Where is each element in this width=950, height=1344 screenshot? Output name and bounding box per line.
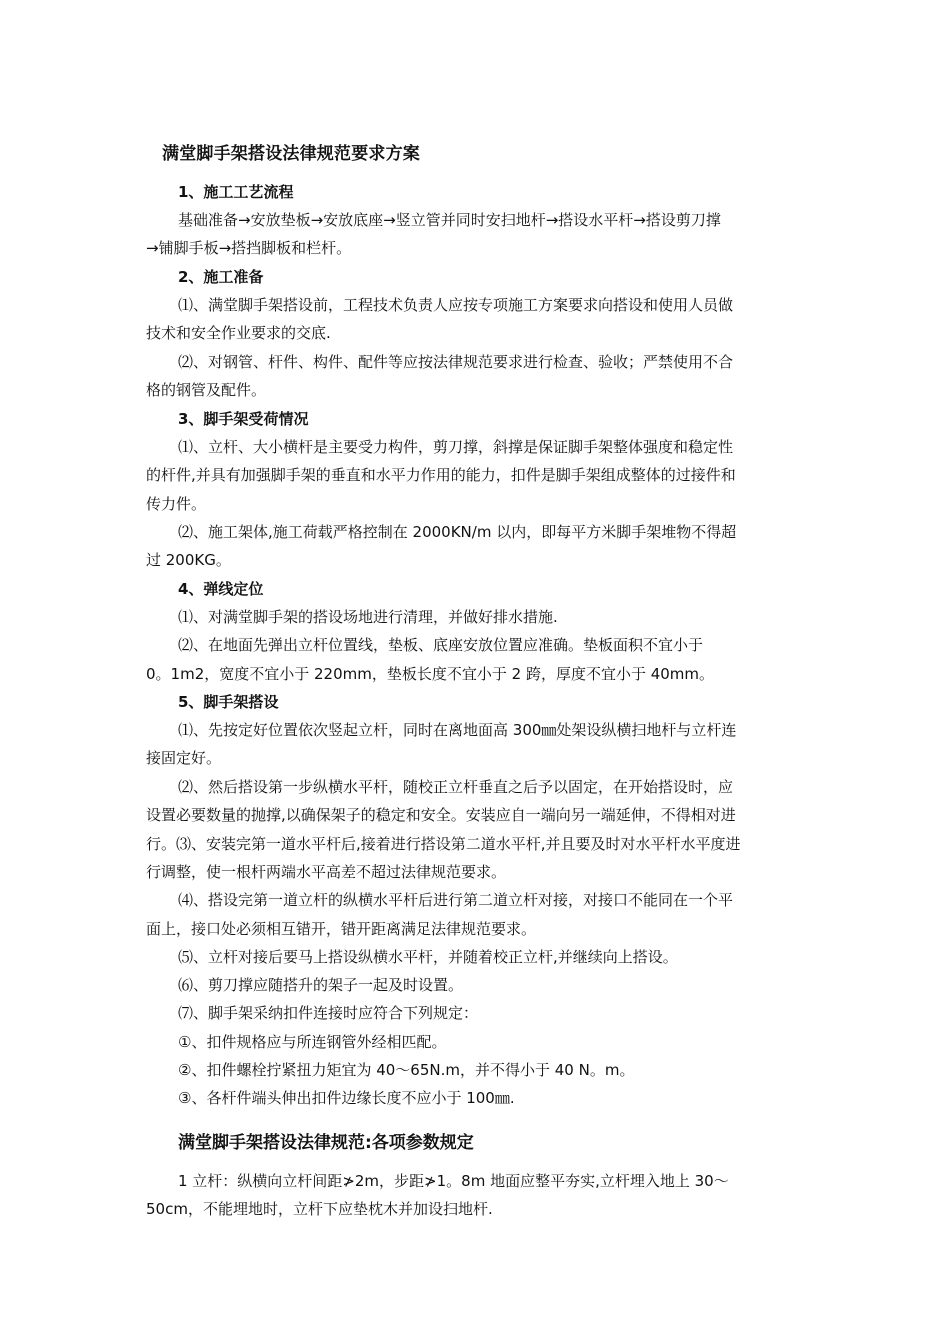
paragraph-line: 1 立杆：纵横向立杆间距≯2m，步距≯1。8m 地面应整平夯实,立杆埋入地上 30～ [178, 1172, 729, 1190]
paragraph-line: ⑹、剪刀撑应随搭升的架子一起及时设置。 [178, 976, 464, 994]
parameters-heading: 满堂脚手架搭设法律规范:各项参数规定 [178, 1133, 474, 1153]
paragraph-line: ⑵、施工架体,施工荷载严格控制在 2000KN/m 以内，即每平方米脚手架堆物不得超 [178, 523, 737, 541]
section-heading-erection: 5、脚手架搭设 [178, 693, 279, 711]
paragraph-line: →铺脚手板→搭挡脚板和栏杆。 [146, 239, 352, 257]
paragraph-line: ⑵、对钢管、杆件、构件、配件等应按法律规范要求进行检查、验收；严禁使用不合 [178, 353, 734, 371]
paragraph-line: ⑺、脚手架采纳扣件连接时应符合下列规定： [178, 1004, 479, 1022]
paragraph-line: ①、扣件规格应与所连钢管外经相匹配。 [178, 1033, 447, 1051]
paragraph-line: ③、各杆件端头伸出扣件边缘长度不应小于 100㎜. [178, 1089, 515, 1107]
paragraph-line: ⑸、立杆对接后要马上搭设纵横水平杆，并随着校正立杆,并继续向上搭设。 [178, 948, 678, 966]
paragraph-line: 基础准备→安放垫板→安放底座→竖立管并同时安扫地杆→搭设水平杆→搭设剪刀撑 [178, 211, 721, 229]
paragraph-line: 行调整，使一根杆两端水平高差不超过法律规范要求。 [146, 863, 507, 881]
paragraph-line: 设置必要数量的抛撑,以确保架子的稳定和安全。安装应自一端向另一端延伸，不得相对进 [146, 806, 736, 824]
paragraph-line: ⑵、在地面先弹出立杆位置线，垫板、底座安放位置应准确。垫板面积不宜小于 [178, 636, 704, 654]
paragraph-line: ⑴、对满堂脚手架的搭设场地进行清理，并做好排水措施. [178, 608, 558, 626]
paragraph-line: ②、扣件螺栓拧紧扭力矩宜为 40～65N.m，并不得小于 40 N。m。 [178, 1061, 635, 1079]
paragraph-line: ⑴、满堂脚手架搭设前，工程技术负责人应按专项施工方案要求向搭设和使用人员做 [178, 296, 734, 314]
paragraph-line: 0。1m2，宽度不宜小于 220mm，垫板长度不宜小于 2 跨，厚度不宜小于 40mm。 [146, 665, 715, 683]
paragraph-line: 接固定好。 [146, 749, 222, 767]
section-heading-preparation: 2、施工准备 [178, 268, 264, 286]
document-title: 满堂脚手架搭设法律规范要求方案 [162, 144, 420, 164]
section-heading-positioning: 4、弹线定位 [178, 580, 264, 598]
paragraph-line: 面上，接口处必须相互错开，错开距离满足法律规范要求。 [146, 920, 537, 938]
paragraph-line: ⑷、搭设完第一道立杆的纵横水平杆后进行第二道立杆对接，对接口不能同在一个平 [178, 891, 734, 909]
paragraph-line: 技术和安全作业要求的交底. [146, 324, 331, 342]
paragraph-line: 过 200KG。 [146, 551, 231, 569]
paragraph-line: 传力件。 [146, 495, 207, 513]
paragraph-line: ⑴、先按定好位置依次竖起立杆，同时在离地面高 300㎜处架设纵横扫地杆与立杆连 [178, 721, 737, 739]
section-heading-process: 1、施工工艺流程 [178, 183, 294, 201]
paragraph-line: 格的钢管及配件。 [146, 381, 267, 399]
paragraph-line: 的杆件,并具有加强脚手架的垂直和水平力作用的能力，扣件是脚手架组成整体的过接件和 [146, 466, 736, 484]
section-heading-load: 3、脚手架受荷情况 [178, 410, 309, 428]
paragraph-line: 行。⑶、安装完第一道水平杆后,接着进行搭设第二道水平杆,并且要及时对水平杆水平度进 [146, 835, 741, 853]
paragraph-line: ⑵、然后搭设第一步纵横水平杆，随校正立杆垂直之后予以固定，在开始搭设时，应 [178, 778, 734, 796]
paragraph-line: ⑴、立杆、大小横杆是主要受力构件，剪刀撑，斜撑是保证脚手架整体强度和稳定性 [178, 438, 734, 456]
paragraph-line: 50cm，不能埋地时，立杆下应垫枕木并加设扫地杆. [146, 1200, 493, 1218]
